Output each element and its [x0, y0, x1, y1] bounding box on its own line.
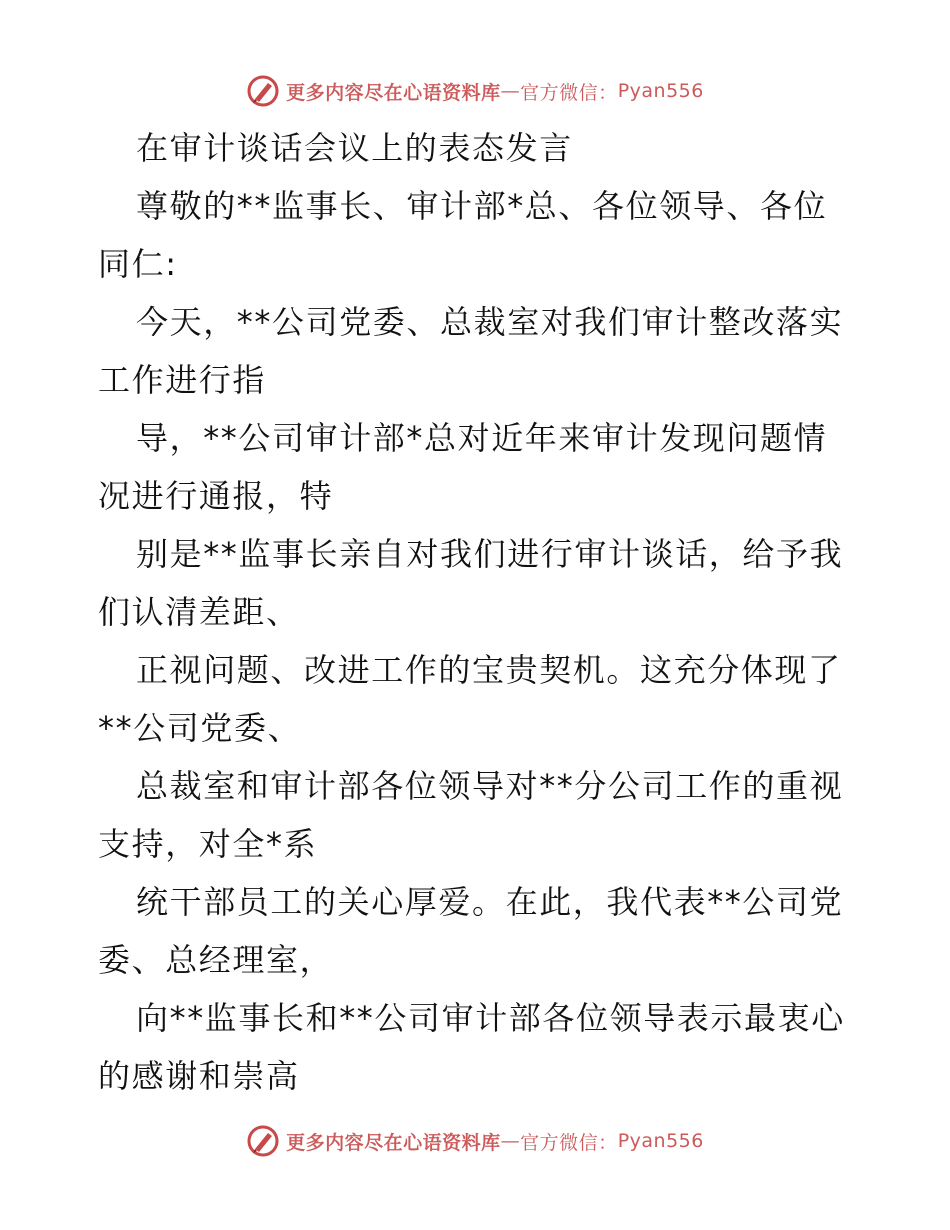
text-line: 导，**公司审计部*总对近年来审计发现问题情 [136, 419, 828, 457]
document-title: 在审计谈话会议上的表态发言 [136, 129, 573, 167]
header-banner [0, 74, 950, 108]
footer-banner [0, 1124, 950, 1158]
text-line: 总裁室和审计部各位领导对**分公司工作的重视 [136, 767, 844, 805]
banner-main-text: 更多内容尽在心语资料库 [286, 1131, 501, 1154]
pen-logo-icon [246, 1124, 280, 1158]
text-line: 况进行通报，特 [98, 477, 334, 515]
pen-logo-icon [246, 74, 280, 108]
text-line: 今天，**公司党委、总裁室对我们审计整改落实 [136, 303, 844, 341]
banner-account: Pyan556 [617, 1130, 704, 1152]
text-line: 同仁: [98, 245, 178, 283]
banner-account: Pyan556 [617, 80, 704, 102]
text-line: 别是**监事长亲自对我们进行审计谈话，给予我 [136, 535, 844, 573]
text-line: 正视问题、改进工作的宝贵契机。这充分体现了 [136, 651, 842, 689]
text-line: 向**监事长和**公司审计部各位领导表示最衷心 [136, 999, 845, 1037]
document-body [98, 119, 858, 1105]
banner-dash: — [500, 1130, 521, 1152]
text-line: 支持，对全*系 [98, 825, 318, 863]
banner-main-text: 更多内容尽在心语资料库 [286, 81, 501, 104]
text-line: 统干部员工的关心厚爱。在此，我代表**公司党 [136, 883, 844, 921]
text-line: **公司党委、 [98, 709, 302, 747]
text-line: 工作进行指 [98, 361, 267, 399]
banner-sub-text: 官方微信： [520, 81, 618, 104]
text-line: 们认清差距、 [98, 593, 300, 631]
text-line: 尊敬的**监事长、审计部*总、各位领导、各位 [136, 187, 828, 225]
text-line: 的感谢和崇高 [98, 1057, 300, 1095]
banner-dash: — [500, 80, 521, 102]
text-line: 委、总经理室， [98, 941, 334, 979]
banner-sub-text: 官方微信： [520, 1131, 618, 1154]
